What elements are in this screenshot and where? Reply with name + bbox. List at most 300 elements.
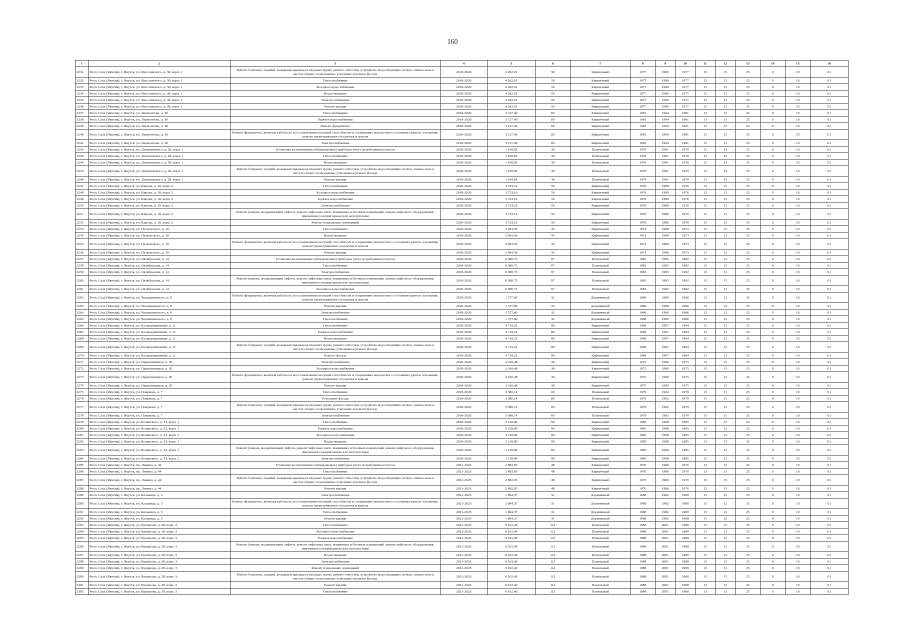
col-13-value-cell: 25 — [735, 425, 760, 432]
col-15-value-cell: 10 — [785, 419, 810, 426]
year-col-8-cell: 1984 — [630, 335, 655, 342]
year-col-8-cell: 1984 — [630, 329, 655, 336]
row-number-cell: 2286 — [75, 468, 88, 475]
col-14-value-cell: 0 — [760, 571, 785, 582]
col-6-value-cell: 97 — [535, 286, 570, 293]
col-13-value-cell: 25 — [735, 103, 760, 110]
col-14-value-cell: 0 — [760, 77, 785, 84]
col-12-value-cell: 33 — [715, 166, 735, 177]
work-type-cell: Водоотведение — [230, 159, 440, 166]
address-cell: Респ. Саха (Якутия), г. Якутск, ул. Кирова, д. 18, корп. 2 — [88, 209, 230, 220]
col-13-value-cell: 25 — [735, 552, 760, 559]
table-row — [75, 571, 848, 582]
col-6-value-cell: 59 — [535, 202, 570, 209]
work-type-cell: Холодное водоснабжение — [230, 432, 440, 439]
col-14-value-cell: 0 — [760, 84, 785, 91]
col-6-value-cell: 59 — [535, 84, 570, 91]
year-col-10-cell: 1985 — [675, 455, 695, 462]
wall-material-cell: Кирпичный — [570, 110, 630, 117]
col-14-value-cell: 0 — [760, 256, 785, 263]
year-col-9-cell: 2001 — [655, 588, 675, 595]
wall-material-cell: Панельный — [570, 389, 630, 396]
address-cell: Респ. Саха (Якутия), г. Якутск, ул. Кальвица, д. 5 — [88, 492, 230, 499]
total-area-cell: 6 380,75 — [487, 262, 535, 269]
col-6-value-cell: 60 — [535, 389, 570, 396]
address-cell: Респ. Саха (Якутия), г. Якутск, ул. Ярославского, д. 30, корп. 1 — [88, 103, 230, 110]
col-12-value-cell: 15 — [715, 445, 735, 456]
year-col-10-cell: 1984 — [675, 322, 695, 329]
col-11-value-cell: 15 — [695, 558, 715, 565]
col-6-value-cell: 36 — [535, 153, 570, 160]
year-col-9-cell: 1995 — [655, 275, 675, 286]
col-12-value-cell: 15 — [715, 226, 735, 233]
period-cell: 2021-2023 — [440, 485, 487, 492]
address-cell: Респ. Саха (Якутия), г. Якутск, ул. Орджоникидзе, д. 20 — [88, 382, 230, 389]
year-col-8-cell: 1966 — [630, 316, 655, 323]
col-16-value-cell: 01 — [810, 166, 848, 177]
total-area-cell: 2 882,05 — [487, 468, 535, 475]
year-col-10-cell: 1988 — [675, 571, 695, 582]
year-col-10-cell: 1968 — [675, 509, 695, 516]
wall-material-cell: Кирпичный — [570, 468, 630, 475]
address-cell: Респ. Саха (Якутия), г. Якутск, ул. Курашова, д. 28, корп. 3 — [88, 558, 230, 565]
col-16-value-cell: 01 — [810, 275, 848, 286]
col-12-value-cell: 15 — [715, 438, 735, 445]
address-cell: Респ. Саха (Якутия), г. Якутск, ул. Белинского, д. 33, корп. 1 — [88, 455, 230, 462]
col-12-value-cell: 15 — [715, 535, 735, 542]
year-col-10-cell: 1979 — [675, 402, 695, 413]
col-11-value-cell: 15 — [695, 352, 715, 359]
period-cell: 2021-2023 — [440, 475, 487, 486]
col-16-value-cell: 01 — [810, 359, 848, 366]
col-14-value-cell: 0 — [760, 316, 785, 323]
total-area-cell: 2 882,05 — [487, 485, 535, 492]
year-col-8-cell: 1988 — [630, 558, 655, 565]
col-12-value-cell: 15 — [715, 372, 735, 383]
col-16-value-cell: 01 — [810, 303, 848, 310]
row-number-cell: 2283 — [75, 445, 88, 456]
work-type-cell: Электроснабжение — [230, 558, 440, 565]
work-type-cell: Ремонт (замена, модернизация) лифтов, ремонт лифтовых шахт, машинных и блочных помещений, замена лифтового оборудования, признанного непригодным для эксплуатации — [230, 445, 440, 456]
year-col-8-cell: 1978 — [630, 146, 655, 153]
address-cell: Респ. Саха (Якутия), г. Якутск, ул. Белинского, д. 33, корп. 1 — [88, 438, 230, 445]
address-cell: Респ. Саха (Якутия), г. Якутск, ул. Белинского, д. 33, корп. 1 — [88, 419, 230, 426]
year-col-10-cell: 1982 — [675, 269, 695, 276]
row-number-cell: 2285 — [75, 462, 88, 469]
year-col-9-cell: 2001 — [655, 552, 675, 559]
col-16-value-cell: 01 — [810, 286, 848, 293]
year-col-9-cell: 2001 — [655, 522, 675, 529]
col-6-value-cell: 112 — [535, 535, 570, 542]
register-sheet — [75, 60, 848, 595]
period-cell: 2018-2020 — [440, 140, 487, 147]
row-number-cell: 2287 — [75, 475, 88, 486]
col-12-value-cell: 15 — [715, 84, 735, 91]
col-13-value-cell: 25 — [735, 90, 760, 97]
wall-material-cell: Кирпичный — [570, 219, 630, 226]
year-col-10-cell: 1988 — [675, 582, 695, 589]
work-type-cell: Ремонт (замена, модернизация) лифтов, ремонт лифтовых шахт, машинных и блочных помещений, замена лифтового оборудования, признанного непригодным для эксплуатации — [230, 275, 440, 286]
table-row — [75, 445, 848, 456]
col-15-value-cell: 10 — [785, 582, 810, 589]
wall-material-cell: Панельный — [570, 159, 630, 166]
col-13-value-cell: 25 — [735, 475, 760, 486]
col-6-value-cell: 59 — [535, 219, 570, 226]
col-6-value-cell: 112 — [535, 571, 570, 582]
total-area-cell: 2 016,48 — [487, 365, 535, 372]
year-col-10-cell: 1966 — [675, 303, 695, 310]
col-6-value-cell: 112 — [535, 558, 570, 565]
col-13-value-cell: 25 — [735, 522, 760, 529]
address-cell: Респ. Саха (Якутия), г. Якутск, ул. Лермонтова, д. 36 — [88, 123, 230, 130]
work-type-cell: Электроснабжение — [230, 359, 440, 366]
col-15-value-cell: 10 — [785, 159, 810, 166]
col-6-value-cell: 59 — [535, 90, 570, 97]
total-area-cell: 1 918,83 — [487, 176, 535, 183]
col-14-value-cell: 0 — [760, 183, 785, 190]
col-6-value-cell: 112 — [535, 541, 570, 552]
period-cell: 2018-2020 — [440, 146, 487, 153]
col-12-value-cell: 15 — [715, 189, 735, 196]
col-16-value-cell: 01 — [810, 316, 848, 323]
row-number-cell: 2263 — [75, 303, 88, 310]
year-col-9-cell: 1994 — [655, 123, 675, 130]
address-cell: Респ. Саха (Якутия), г. Якутск, ул. Каландаришвили, д. 11 — [88, 335, 230, 342]
year-col-10-cell: 1977 — [675, 77, 695, 84]
total-area-cell: 6 912,40 — [487, 535, 535, 542]
total-area-cell: 5 218,90 — [487, 445, 535, 456]
period-cell: 2018-2020 — [440, 166, 487, 177]
total-area-cell: 3 127,40 — [487, 129, 535, 140]
wall-material-cell: Панельный — [570, 166, 630, 177]
year-col-10-cell: 1976 — [675, 219, 695, 226]
period-cell: 2018-2020 — [440, 335, 487, 342]
col-16-value-cell: 01 — [810, 202, 848, 209]
year-col-8-cell: 1988 — [630, 528, 655, 535]
period-cell: 2021-2023 — [440, 552, 487, 559]
wall-material-cell: Кирпичный — [570, 455, 630, 462]
col-13-value-cell: 25 — [735, 485, 760, 492]
year-col-9-cell: 1995 — [655, 286, 675, 293]
year-col-9-cell: 1998 — [655, 445, 675, 456]
address-cell: Респ. Саха (Якутия), г. Якутск, ул. Октябрьская, д. 14 — [88, 286, 230, 293]
col-11-value-cell: 15 — [695, 196, 715, 203]
col-6-value-cell: 60 — [535, 140, 570, 147]
col-6-value-cell: 112 — [535, 522, 570, 529]
col-14-value-cell: 0 — [760, 90, 785, 97]
year-col-8-cell: 1981 — [630, 123, 655, 130]
col-13-value-cell: 25 — [735, 462, 760, 469]
table-row — [75, 372, 848, 383]
row-number-cell: 2277 — [75, 402, 88, 413]
col-16-value-cell: 01 — [810, 445, 848, 456]
work-type-cell: Электроснабжение — [230, 492, 440, 499]
col-16-value-cell: 01 — [810, 159, 848, 166]
row-number-cell: 2267 — [75, 329, 88, 336]
year-col-10-cell: 1988 — [675, 535, 695, 542]
col-16-value-cell: 01 — [810, 239, 848, 250]
address-cell: Респ. Саха (Якутия), г. Якутск, ул. Лермонтова, д. 36 — [88, 116, 230, 123]
total-area-cell: 1 577,60 — [487, 309, 535, 316]
total-area-cell: 6 912,40 — [487, 571, 535, 582]
col-11-value-cell: 15 — [695, 498, 715, 509]
table-row — [75, 402, 848, 413]
col-11-value-cell: 15 — [695, 140, 715, 147]
col-11-value-cell: 15 — [695, 129, 715, 140]
year-col-9-cell: 1990 — [655, 90, 675, 97]
period-cell: 2021-2023 — [440, 515, 487, 522]
work-type-cell: Ремонт фасада — [230, 352, 440, 359]
col-16-value-cell: 01 — [810, 262, 848, 269]
col-16-value-cell: 01 — [810, 249, 848, 256]
col-12-value-cell: 15 — [715, 262, 735, 269]
year-col-10-cell: 1977 — [675, 84, 695, 91]
wall-material-cell: Панельный — [570, 286, 630, 293]
col-16-value-cell: 01 — [810, 322, 848, 329]
col-12-value-cell: 15 — [715, 352, 735, 359]
col-14-value-cell: 0 — [760, 286, 785, 293]
row-number-cell: 2253 — [75, 226, 88, 233]
year-col-8-cell: 1975 — [630, 365, 655, 372]
work-type-cell: Ремонт крыши — [230, 515, 440, 522]
year-col-9-cell: 1997 — [655, 322, 675, 329]
col-14-value-cell: 0 — [760, 582, 785, 589]
wall-material-cell: Панельный — [570, 558, 630, 565]
address-cell: Респ. Саха (Якутия), г. Якутск, ул. Орджоникидзе, д. 20 — [88, 359, 230, 366]
col-13-value-cell: 25 — [735, 286, 760, 293]
work-type-cell: Ремонт крыши — [230, 582, 440, 589]
col-15-value-cell: 10 — [785, 77, 810, 84]
col-11-value-cell: 15 — [695, 445, 715, 456]
col-6-value-cell: 90 — [535, 438, 570, 445]
row-number-cell: 2274 — [75, 382, 88, 389]
work-type-cell: Теплоснабжение — [230, 322, 440, 329]
address-cell: Респ. Саха (Якутия), г. Якутск, ул. Курашова, д. 28, корп. 3 — [88, 588, 230, 595]
year-col-9-cell: 1980 — [655, 292, 675, 303]
col-13-value-cell: 25 — [735, 541, 760, 552]
col-11-value-cell: 15 — [695, 239, 715, 250]
col-6-value-cell: 60 — [535, 402, 570, 413]
col-14-value-cell: 0 — [760, 372, 785, 383]
row-number-cell: 2289 — [75, 492, 88, 499]
wall-material-cell: Деревянный — [570, 492, 630, 499]
col-16-value-cell: 01 — [810, 189, 848, 196]
col-12-value-cell: 15 — [715, 123, 735, 130]
col-15-value-cell: 10 — [785, 90, 810, 97]
col-15-value-cell: 10 — [785, 316, 810, 323]
address-cell: Респ. Саха (Якутия), г. Якутск, ул. Каландаришвили, д. 11 — [88, 342, 230, 353]
col-11-value-cell: 15 — [695, 219, 715, 226]
period-cell: 2018-2020 — [440, 372, 487, 383]
year-col-8-cell: 1985 — [630, 419, 655, 426]
col-12-value-cell: 15 — [715, 425, 735, 432]
total-area-cell: 5 218,90 — [487, 455, 535, 462]
total-area-cell: 2 493,56 — [487, 232, 535, 239]
col-13-value-cell: 25 — [735, 249, 760, 256]
wall-material-cell: Деревянный — [570, 515, 630, 522]
col-6-value-cell: 59 — [535, 103, 570, 110]
column-header-16: 16 — [810, 60, 848, 67]
wall-material-cell: Кирпичный — [570, 202, 630, 209]
col-16-value-cell: 01 — [810, 541, 848, 552]
wall-material-cell: Панельный — [570, 395, 630, 402]
col-13-value-cell: 25 — [735, 189, 760, 196]
work-type-cell: Теплоснабжение — [230, 316, 440, 323]
year-col-8-cell: 1968 — [630, 498, 655, 509]
total-area-cell: 2 493,56 — [487, 239, 535, 250]
wall-material-cell: Панельный — [570, 528, 630, 535]
row-number-cell: 2302 — [75, 588, 88, 595]
year-col-10-cell: 1977 — [675, 103, 695, 110]
year-col-9-cell: 1982 — [655, 492, 675, 499]
table-body — [75, 67, 848, 595]
col-6-value-cell: 32 — [535, 316, 570, 323]
total-area-cell: 6 912,40 — [487, 541, 535, 552]
col-15-value-cell: 10 — [785, 485, 810, 492]
table-row — [75, 239, 848, 250]
year-col-10-cell: 1981 — [675, 110, 695, 117]
work-type-cell: Ремонт крыши — [230, 176, 440, 183]
col-16-value-cell: 01 — [810, 140, 848, 147]
total-area-cell: 4 262,91 — [487, 84, 535, 91]
year-col-8-cell: 1979 — [630, 402, 655, 413]
row-number-cell: 2272 — [75, 365, 88, 372]
period-cell: 2021-2023 — [440, 492, 487, 499]
col-6-value-cell: 112 — [535, 582, 570, 589]
col-14-value-cell: 0 — [760, 522, 785, 529]
year-col-9-cell: 1990 — [655, 84, 675, 91]
col-13-value-cell: 25 — [735, 159, 760, 166]
col-15-value-cell: 10 — [785, 146, 810, 153]
year-col-8-cell: 1977 — [630, 84, 655, 91]
work-type-cell: Теплоснабжение — [230, 468, 440, 475]
year-col-10-cell: 1970 — [675, 468, 695, 475]
col-16-value-cell: 01 — [810, 515, 848, 522]
col-16-value-cell: 01 — [810, 382, 848, 389]
wall-material-cell: Панельный — [570, 412, 630, 419]
table-row — [75, 67, 848, 78]
work-type-cell: Ремонт балконов, лоджий, козырьков крыльца и входных групп, ремонт отмостки, устройство водоотводящих лотков, замена окон в местах общего пользования, утепление и ремонт фасада — [230, 67, 440, 78]
col-13-value-cell: 25 — [735, 335, 760, 342]
total-area-cell: 3 723,10 — [487, 196, 535, 203]
period-cell: 2018-2020 — [440, 232, 487, 239]
col-12-value-cell: 15 — [715, 116, 735, 123]
col-14-value-cell: 0 — [760, 275, 785, 286]
col-11-value-cell: 15 — [695, 123, 715, 130]
work-type-cell: Теплоснабжение — [230, 226, 440, 233]
col-16-value-cell: 01 — [810, 565, 848, 572]
year-col-10-cell: 1976 — [675, 202, 695, 209]
row-number-cell: 2265 — [75, 316, 88, 323]
col-14-value-cell: 0 — [760, 475, 785, 486]
col-15-value-cell: 10 — [785, 176, 810, 183]
col-12-value-cell: 15 — [715, 588, 735, 595]
col-12-value-cell: 15 — [715, 389, 735, 396]
row-number-cell: 2295 — [75, 535, 88, 542]
year-col-8-cell: 1985 — [630, 455, 655, 462]
col-6-value-cell: 32 — [535, 292, 570, 303]
col-14-value-cell: 0 — [760, 226, 785, 233]
address-cell: Респ. Саха (Якутия), г. Якутск, ул. Пояркова, д. 7 — [88, 412, 230, 419]
col-15-value-cell: 10 — [785, 84, 810, 91]
total-area-cell: 6 912,40 — [487, 528, 535, 535]
address-cell: Респ. Саха (Якутия), г. Якутск, ул. Ярославского, д. 30, корп. 1 — [88, 84, 230, 91]
col-11-value-cell: 15 — [695, 159, 715, 166]
col-16-value-cell: 01 — [810, 462, 848, 469]
col-6-value-cell: 60 — [535, 412, 570, 419]
wall-material-cell: Деревянный — [570, 509, 630, 516]
col-11-value-cell: 15 — [695, 303, 715, 310]
period-cell: 2018-2020 — [440, 159, 487, 166]
col-13-value-cell: 25 — [735, 445, 760, 456]
year-col-10-cell: 1982 — [675, 275, 695, 286]
period-cell: 2018-2020 — [440, 292, 487, 303]
col-16-value-cell: 01 — [810, 588, 848, 595]
col-13-value-cell: 25 — [735, 382, 760, 389]
year-col-10-cell: 1981 — [675, 123, 695, 130]
total-area-cell: 2 016,48 — [487, 372, 535, 383]
col-16-value-cell: 01 — [810, 116, 848, 123]
work-type-cell: Ремонт (замена, модернизация) лифтов, ремонт лифтовых шахт, машинных и блочных помещений, замена лифтового оборудования, признанного непригодным для эксплуатации — [230, 541, 440, 552]
col-15-value-cell: 10 — [785, 498, 810, 509]
col-15-value-cell: 10 — [785, 359, 810, 366]
total-area-cell: 4 262,91 — [487, 90, 535, 97]
work-type-cell: Холодное водоснабжение — [230, 528, 440, 535]
col-15-value-cell: 10 — [785, 256, 810, 263]
address-cell: Респ. Саха (Якутия), г. Якутск, ул. Курашова, д. 28, корп. 3 — [88, 565, 230, 572]
col-6-value-cell: 45 — [535, 226, 570, 233]
year-col-9-cell: 1997 — [655, 342, 675, 353]
row-number-cell: 2243 — [75, 153, 88, 160]
col-16-value-cell: 01 — [810, 329, 848, 336]
col-11-value-cell: 15 — [695, 329, 715, 336]
col-15-value-cell: 10 — [785, 309, 810, 316]
year-col-9-cell: 1994 — [655, 110, 675, 117]
col-6-value-cell: 36 — [535, 382, 570, 389]
year-col-8-cell: 1968 — [630, 515, 655, 522]
col-15-value-cell: 10 — [785, 528, 810, 535]
row-number-cell: 2281 — [75, 432, 88, 439]
year-col-8-cell: 1979 — [630, 412, 655, 419]
col-13-value-cell: 25 — [735, 67, 760, 78]
work-type-cell: Ремонт балконов, лоджий, козырьков крыльца и входных групп, ремонт отмостки, устройство водоотводящих лотков, замена окон в местах общего пользования, утепление и ремонт фасада — [230, 571, 440, 582]
col-13-value-cell: 25 — [735, 166, 760, 177]
total-area-cell: 4 262,91 — [487, 103, 535, 110]
col-13-value-cell: 25 — [735, 123, 760, 130]
col-14-value-cell: 0 — [760, 498, 785, 509]
col-12-value-cell: 15 — [715, 571, 735, 582]
address-cell: Респ. Саха (Якутия), г. Якутск, пр. Ленина, д. 44 — [88, 485, 230, 492]
year-col-9-cell: 1994 — [655, 116, 675, 123]
col-15-value-cell: 10 — [785, 286, 810, 293]
col-6-value-cell: 80 — [535, 335, 570, 342]
col-14-value-cell: 0 — [760, 322, 785, 329]
year-col-10-cell: 1975 — [675, 372, 695, 383]
address-cell: Респ. Саха (Якутия), г. Якутск, ул. Ярославского, д. 30, корп. 1 — [88, 97, 230, 104]
col-6-value-cell: 60 — [535, 110, 570, 117]
col-6-value-cell: 60 — [535, 395, 570, 402]
col-16-value-cell: 01 — [810, 485, 848, 492]
address-cell: Респ. Саха (Якутия), г. Якутск, ул. Ярославского, д. 30, корп. 1 — [88, 90, 230, 97]
column-header-15: 15 — [785, 60, 810, 67]
col-11-value-cell: 15 — [695, 183, 715, 190]
col-12-value-cell: 12 — [715, 316, 735, 323]
period-cell: 2018-2020 — [440, 256, 487, 263]
col-15-value-cell: 10 — [785, 166, 810, 177]
work-type-cell: Электроснабжение — [230, 140, 440, 147]
period-cell: 2018-2020 — [440, 342, 487, 353]
wall-material-cell: Кирпичный — [570, 329, 630, 336]
